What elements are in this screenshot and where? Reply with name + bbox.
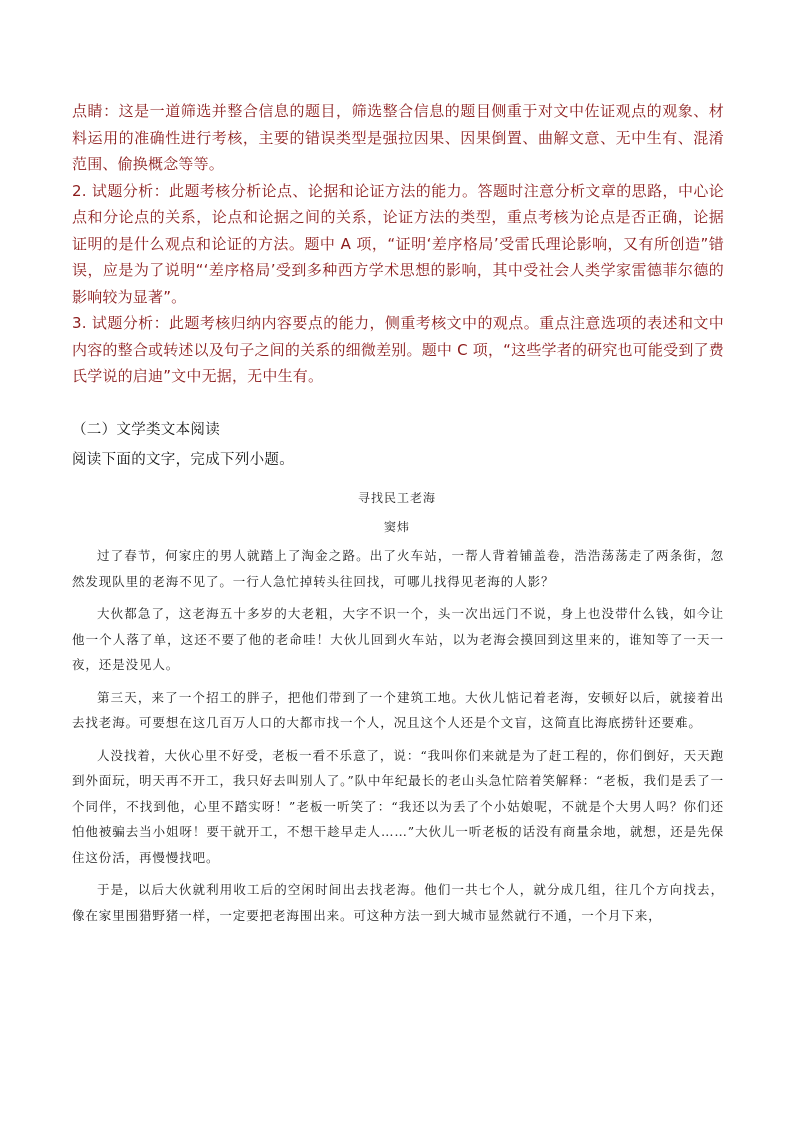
answer-analysis — [72, 98, 724, 390]
story-title: 寻找民工老海 — [357, 491, 436, 505]
analysis-paragraph: 3. 试题分析：此题考核归纳内容要点的能力，侧重考核文中的观点。重点注意选项的表述和文中内容的整合或转述以及句子之间的关系的细微差别。题中 C 项，“这些学者的研究也可能受到了费氏学说的启迪”文中无据，无中生有。 — [72, 314, 724, 385]
story-paragraph: 第三天，来了一个招工的胖子，把他们带到了一个建筑工地。大伙儿惦记着老海，安顿好以后，就接着出去找老海。可要想在这几百万人口的大都市找一个人，况且这个人还是个文盲，这简直比海底捞针还要难。 — [72, 689, 724, 730]
story-paragraph: 于是，以后大伙就利用收工后的空闲时间出去找老海。他们一共七个人，就分成几组，往几个方向找去，像在家里围猎野猪一样，一定要把老海围出来。可这种方法一到大城市显然就行不通，一个月下来， — [72, 882, 724, 923]
story-body — [72, 543, 724, 935]
story-paragraph: 过了春节，何家庄的男人就踏上了淘金之路。出了火车站，一帮人背着铺盖卷，浩浩荡荡走了两条街，忽然发现队里的老海不见了。一行人急忙掉转头往回找，可哪儿找得见老海的人影？ — [72, 548, 724, 589]
story-paragraph: 人没找着，大伙心里不好受，老板一看不乐意了，说：“我叫你们来就是为了赶工程的，你们倒好，天天跑到外面玩，明天再不开工，我只好去叫别人了。”队中年纪最长的老山头急忙陪着笑解释：“老板，我们是丢了一个同伴，不找到他，心里不踏实呀！”老板一听笑了：“我还以为丢了个小姑娘呢，不就是个大男人吗？你们还怕他被骗去当小姐呀！要干就开工，不想干趁早走人……”大伙儿一听老板的话没有商量余地，就想，还是先保住这份活，再慢慢找吧。 — [72, 747, 724, 865]
analysis-paragraph: 2. 试题分析：此题考核分析论点、论据和论证方法的能力。答题时注意分析文章的思路，中心论点和分论点的关系，论点和论据之间的关系，论证方法的类型，重点考核为论点是否正确，论据证明的是什么观点和论证的方法。题中 A 项，“证明‘差序格局’受雷氏理论影响，又有所创造”错误，应是为了说明“‘差序格局’受到多种西方学术思想的影响，其中受社会人类学家雷德菲尔德的影响较为显著”。 — [72, 181, 724, 306]
section-heading: （二）文学类文本阅读 — [72, 422, 220, 438]
reading-instruction: 阅读下面的文字，完成下列小题。 — [72, 452, 294, 468]
story-paragraph: 大伙都急了，这老海五十多岁的大老粗，大字不识一个，头一次出远门不说，身上也没带什么钱，如今让他一个人落了单，这还不要了他的老命哇！大伙儿回到火车站，以为老海会摸回到这里来的，谁知等了一天一夜，还是没见人。 — [72, 606, 724, 672]
story-author: 窦炜 — [383, 520, 410, 534]
analysis-paragraph: 点睛：这是一道筛选并整合信息的题目，筛选整合信息的题目侧重于对文中佐证观点的观象、材料运用的准确性进行考核，主要的错误类型是强拉因果、因果倒置、曲解文意、无中生有、混淆范围、偷换概念等等。 — [72, 102, 724, 173]
